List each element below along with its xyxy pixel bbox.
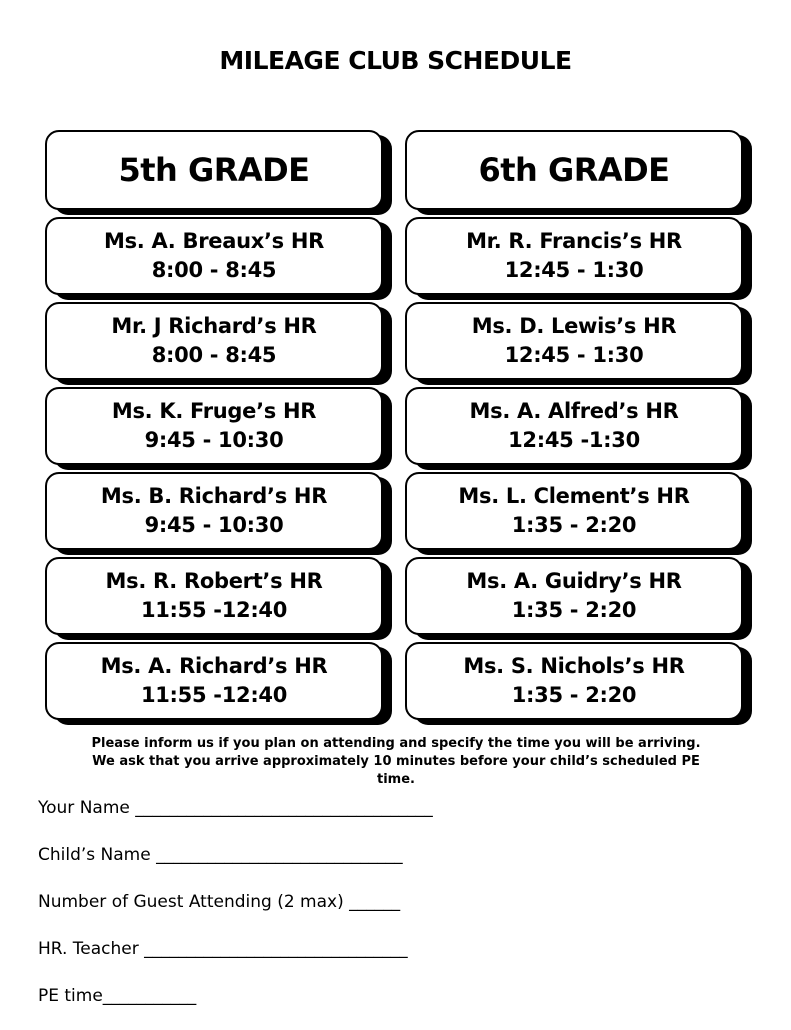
class-card	[405, 472, 743, 550]
your-name-field: Your Name ___________________________________	[38, 798, 433, 818]
class-time: 1:35 - 2:20	[511, 598, 637, 622]
notice-line: We ask that you arrive approximately 10 minutes before your child’s scheduled PE	[92, 754, 700, 769]
class-card	[405, 217, 743, 295]
class-time: 1:35 - 2:20	[511, 513, 637, 537]
teacher-name: Ms. K. Fruge’s HR	[111, 399, 317, 423]
class-card	[45, 557, 383, 635]
teacher-name: Ms. A. Breaux’s HR	[103, 229, 325, 253]
sixth-grade-header	[405, 130, 743, 210]
teacher-name: Ms. D. Lewis’s HR	[471, 314, 677, 338]
class-time: 12:45 -1:30	[508, 428, 640, 452]
class-time: 12:45 - 1:30	[504, 343, 644, 367]
hr-teacher-field: HR. Teacher _______________________________	[38, 939, 408, 959]
teacher-name: Ms. A. Alfred’s HR	[469, 399, 679, 423]
sixth-grade-column	[405, 130, 743, 727]
teacher-name: Ms. A. Guidry’s HR	[466, 569, 682, 593]
teacher-name: Ms. R. Robert’s HR	[105, 569, 323, 593]
teacher-name: Mr. R. Francis’s HR	[466, 229, 682, 253]
fifth-grade-column	[45, 130, 383, 727]
class-time: 8:00 - 8:45	[151, 343, 277, 367]
class-card	[45, 472, 383, 550]
class-time: 9:45 - 10:30	[144, 513, 284, 537]
grade-label: 6th GRADE	[478, 151, 670, 189]
notice-line: time.	[377, 772, 415, 787]
fifth-grade-header	[45, 130, 383, 210]
class-time: 1:35 - 2:20	[511, 683, 637, 707]
attendance-notice	[60, 735, 732, 789]
class-time: 8:00 - 8:45	[151, 258, 277, 282]
teacher-name: Ms. L. Clement’s HR	[458, 484, 690, 508]
class-time: 11:55 -12:40	[140, 683, 288, 707]
childs-name-field: Child’s Name _____________________________	[38, 845, 403, 865]
teacher-name: Ms. S. Nichols’s HR	[463, 654, 685, 678]
class-time: 11:55 -12:40	[140, 598, 288, 622]
teacher-name: Ms. A. Richard’s HR	[100, 654, 328, 678]
class-card	[45, 302, 383, 380]
page-title: MILEAGE CLUB SCHEDULE	[219, 46, 572, 75]
class-card	[405, 302, 743, 380]
guests-field: Number of Guest Attending (2 max) ______	[38, 892, 401, 912]
class-card	[405, 557, 743, 635]
teacher-name: Ms. B. Richard’s HR	[100, 484, 328, 508]
class-card	[45, 217, 383, 295]
rsvp-form	[38, 795, 758, 1030]
class-card	[405, 642, 743, 720]
pe-time-field: PE time___________	[38, 986, 197, 1006]
class-card	[45, 387, 383, 465]
notice-line: Please inform us if you plan on attending and specify the time you will be arriving.	[91, 736, 701, 751]
class-card	[405, 387, 743, 465]
class-time: 9:45 - 10:30	[144, 428, 284, 452]
class-time: 12:45 - 1:30	[504, 258, 644, 282]
class-card	[45, 642, 383, 720]
grade-label: 5th GRADE	[118, 151, 310, 189]
teacher-name: Mr. J Richard’s HR	[111, 314, 317, 338]
